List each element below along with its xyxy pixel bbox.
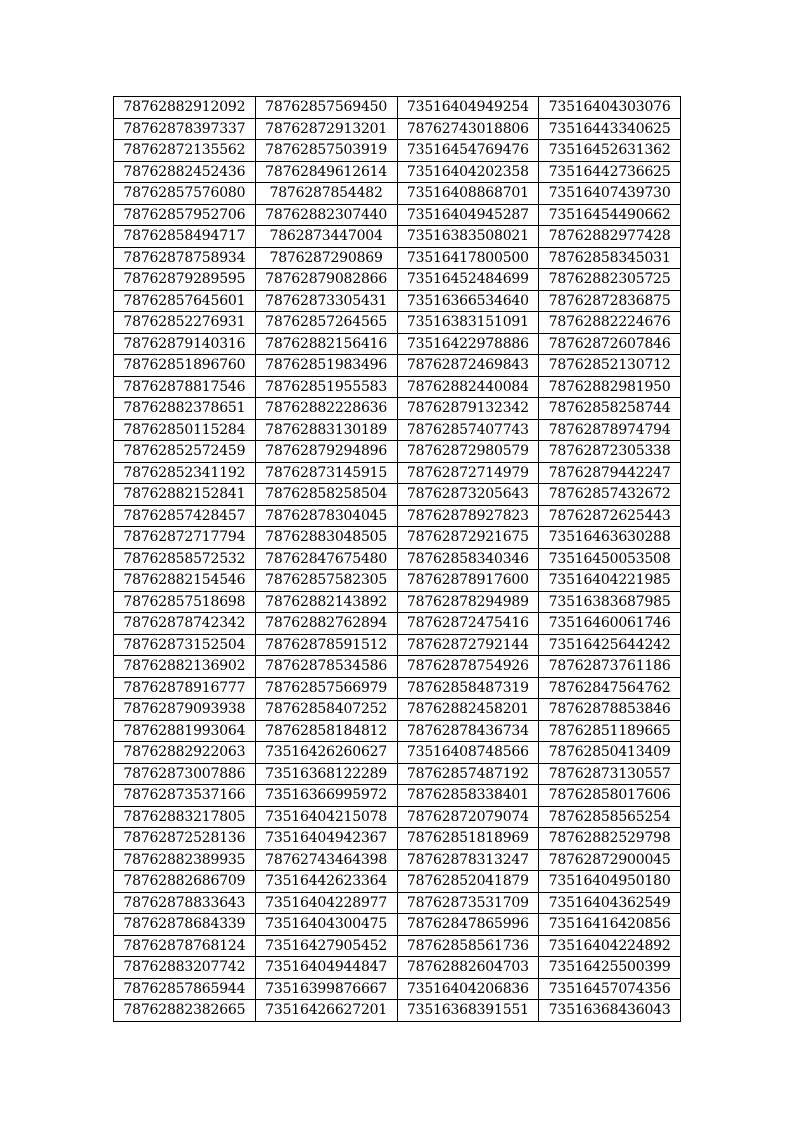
table-cell: 78762851896760: [114, 355, 256, 377]
table-row: [114, 398, 681, 420]
table-cell: 78762882762894: [255, 613, 397, 635]
table-cell: 73516450053508: [539, 548, 681, 570]
table-row: [114, 785, 681, 807]
table-cell: 78762878927823: [397, 505, 539, 527]
table-cell: 73516383151091: [397, 312, 539, 334]
table-cell: 73516454769476: [397, 140, 539, 162]
table-cell: 78762878974794: [539, 419, 681, 441]
table-cell: 78762872980579: [397, 441, 539, 463]
table-cell: 73516442623364: [255, 871, 397, 893]
table-row: [114, 720, 681, 742]
table-cell: 78762879140316: [114, 333, 256, 355]
table-cell: 73516404221985: [539, 570, 681, 592]
table-cell: 78762873531709: [397, 892, 539, 914]
table-cell: 73516404300475: [255, 914, 397, 936]
table-cell: 78762882378651: [114, 398, 256, 420]
table-cell: 78762857576080: [114, 183, 256, 205]
table-cell: 73516408868701: [397, 183, 539, 205]
table-cell: 78762882529798: [539, 828, 681, 850]
table-cell: 78762883130189: [255, 419, 397, 441]
table-cell: 78762878591512: [255, 634, 397, 656]
table-cell: 78762858017606: [539, 785, 681, 807]
table-cell: 78762872836875: [539, 290, 681, 312]
table-cell: 78762852041879: [397, 871, 539, 893]
table-row: [114, 978, 681, 1000]
table-row: [114, 892, 681, 914]
table-cell: 78762872528136: [114, 828, 256, 850]
table-row: [114, 871, 681, 893]
table-cell: 78762872717794: [114, 527, 256, 549]
table-cell: 78762873205643: [397, 484, 539, 506]
table-cell: 78762878397337: [114, 118, 256, 140]
table-row: [114, 183, 681, 205]
table-cell: 73516454490662: [539, 204, 681, 226]
table-row: [114, 677, 681, 699]
table-cell: 78762878833643: [114, 892, 256, 914]
table-row: [114, 613, 681, 635]
table-row: [114, 570, 681, 592]
table-row: [114, 118, 681, 140]
table-cell: 78762872921675: [397, 527, 539, 549]
table-cell: 73516425644242: [539, 634, 681, 656]
table-cell: 78762882440084: [397, 376, 539, 398]
table-cell: 78762882604703: [397, 957, 539, 979]
table-cell: 78762847865996: [397, 914, 539, 936]
table-cell: 78762857865944: [114, 978, 256, 1000]
table-cell: 73516452484699: [397, 269, 539, 291]
table-cell: 73516442736625: [539, 161, 681, 183]
table-cell: 78762879294896: [255, 441, 397, 463]
table-cell: 73516404228977: [255, 892, 397, 914]
table-cell: 78762858487319: [397, 677, 539, 699]
table-cell: 78762858340346: [397, 548, 539, 570]
table-row: [114, 484, 681, 506]
table-cell: 78762852572459: [114, 441, 256, 463]
table-row: [114, 462, 681, 484]
table-cell: 78762882382665: [114, 1000, 256, 1022]
table-cell: 78762852341192: [114, 462, 256, 484]
table-cell: 78762882922063: [114, 742, 256, 764]
table-cell: 78762857582305: [255, 570, 397, 592]
table-row: [114, 527, 681, 549]
table-cell: 78762743464398: [255, 849, 397, 871]
table-cell: 78762851983496: [255, 355, 397, 377]
table-cell: 78762882389935: [114, 849, 256, 871]
table-cell: 78762849612614: [255, 161, 397, 183]
table-cell: 78762873145915: [255, 462, 397, 484]
table-row: [114, 376, 681, 398]
table-cell: 78762743018806: [397, 118, 539, 140]
number-table-body: [114, 97, 681, 1022]
table-cell: 73516404215078: [255, 806, 397, 828]
table-cell: 78762857518698: [114, 591, 256, 613]
table-cell: 78762857569450: [255, 97, 397, 119]
table-cell: 78762857952706: [114, 204, 256, 226]
table-cell: 78762882224676: [539, 312, 681, 334]
table-cell: 78762878313247: [397, 849, 539, 871]
table-cell: 78762879082866: [255, 269, 397, 291]
table-cell: 78762882307440: [255, 204, 397, 226]
table-cell: 78762858572532: [114, 548, 256, 570]
table-cell: 78762873130557: [539, 763, 681, 785]
table-cell: 73516404950180: [539, 871, 681, 893]
table-cell: 73516426627201: [255, 1000, 397, 1022]
table-cell: 78762873537166: [114, 785, 256, 807]
table-cell: 78762857407743: [397, 419, 539, 441]
table-cell: 78762873761186: [539, 656, 681, 678]
table-cell: 78762858407252: [255, 699, 397, 721]
table-cell: 78762878758934: [114, 247, 256, 269]
table-cell: 78762858258744: [539, 398, 681, 420]
table-cell: 78762858258504: [255, 484, 397, 506]
table-row: [114, 591, 681, 613]
table-row: [114, 355, 681, 377]
table-cell: 78762878684339: [114, 914, 256, 936]
table-row: [114, 441, 681, 463]
table-cell: 78762883217805: [114, 806, 256, 828]
table-cell: 78762857432672: [539, 484, 681, 506]
table-cell: 78762857645601: [114, 290, 256, 312]
table-cell: 73516404303076: [539, 97, 681, 119]
table-cell: 7876287854482: [255, 183, 397, 205]
table-cell: 78762850413409: [539, 742, 681, 764]
table-row: [114, 849, 681, 871]
table-cell: 73516368122289: [255, 763, 397, 785]
table-row: [114, 140, 681, 162]
table-cell: 78762858345031: [539, 247, 681, 269]
table-cell: 78762857566979: [255, 677, 397, 699]
table-cell: 73516368391551: [397, 1000, 539, 1022]
table-cell: 78762883048505: [255, 527, 397, 549]
table-row: [114, 505, 681, 527]
table-cell: 78762878768124: [114, 935, 256, 957]
table-cell: 78762872475416: [397, 613, 539, 635]
table-cell: 78762852276931: [114, 312, 256, 334]
table-cell: 78762882981950: [539, 376, 681, 398]
table-cell: 78762878534586: [255, 656, 397, 678]
table-row: [114, 247, 681, 269]
table-cell: 78762882452436: [114, 161, 256, 183]
table-cell: 78762878742342: [114, 613, 256, 635]
table-cell: 78762872792144: [397, 634, 539, 656]
table-cell: 73516383687985: [539, 591, 681, 613]
table-cell: 73516404206836: [397, 978, 539, 1000]
table-cell: 73516417800500: [397, 247, 539, 269]
table-cell: 73516404942367: [255, 828, 397, 850]
table-cell: 78762879132342: [397, 398, 539, 420]
table-row: [114, 763, 681, 785]
table-cell: 78762879442247: [539, 462, 681, 484]
table-cell: 78762858184812: [255, 720, 397, 742]
table-cell: 73516404944847: [255, 957, 397, 979]
table-cell: 7876287290869: [255, 247, 397, 269]
table-cell: 78762878304045: [255, 505, 397, 527]
table-cell: 73516408748566: [397, 742, 539, 764]
table-cell: 78762872607846: [539, 333, 681, 355]
table-cell: 73516426260627: [255, 742, 397, 764]
table-cell: 73516404949254: [397, 97, 539, 119]
table-cell: 78762882228636: [255, 398, 397, 420]
table-row: [114, 742, 681, 764]
table-cell: 73516427905452: [255, 935, 397, 957]
table-row: [114, 161, 681, 183]
table-cell: 78762858338401: [397, 785, 539, 807]
table-cell: 78762852130712: [539, 355, 681, 377]
table-cell: 78762847675480: [255, 548, 397, 570]
table-cell: 73516457074356: [539, 978, 681, 1000]
table-row: [114, 634, 681, 656]
table-row: [114, 269, 681, 291]
table-cell: 78762882305725: [539, 269, 681, 291]
table-cell: 78762882156416: [255, 333, 397, 355]
table-row: [114, 333, 681, 355]
table-cell: 73516404224892: [539, 935, 681, 957]
table-cell: 78762857487192: [397, 763, 539, 785]
table-cell: 78762879093938: [114, 699, 256, 721]
table-row: [114, 312, 681, 334]
table-cell: 73516425500399: [539, 957, 681, 979]
table-cell: 78762882686709: [114, 871, 256, 893]
table-cell: 78762873305431: [255, 290, 397, 312]
table-cell: 78762882143892: [255, 591, 397, 613]
table-cell: 73516452631362: [539, 140, 681, 162]
number-table: [113, 96, 681, 1022]
table-cell: 78762882136902: [114, 656, 256, 678]
table-cell: 78762847564762: [539, 677, 681, 699]
table-cell: 78762878916777: [114, 677, 256, 699]
table-cell: 73516366995972: [255, 785, 397, 807]
table-cell: 78762872900045: [539, 849, 681, 871]
table-cell: 78762882458201: [397, 699, 539, 721]
table-cell: 78762878817546: [114, 376, 256, 398]
table-cell: 78762872079074: [397, 806, 539, 828]
table-cell: 78762872625443: [539, 505, 681, 527]
table-row: [114, 1000, 681, 1022]
table-cell: 78762881993064: [114, 720, 256, 742]
table-cell: 78762882977428: [539, 226, 681, 248]
table-cell: 78762872469843: [397, 355, 539, 377]
table-cell: 73516416420856: [539, 914, 681, 936]
table-cell: 78762882152841: [114, 484, 256, 506]
table-cell: 73516407439730: [539, 183, 681, 205]
table-cell: 78762878294989: [397, 591, 539, 613]
table-cell: 78762872135562: [114, 140, 256, 162]
table-row: [114, 419, 681, 441]
table-cell: 78762858494717: [114, 226, 256, 248]
table-row: [114, 97, 681, 119]
table-cell: 78762872305338: [539, 441, 681, 463]
table-cell: 73516443340625: [539, 118, 681, 140]
table-row: [114, 656, 681, 678]
table-row: [114, 204, 681, 226]
table-cell: 78762857503919: [255, 140, 397, 162]
table-row: [114, 226, 681, 248]
table-row: [114, 699, 681, 721]
table-row: [114, 828, 681, 850]
table-row: [114, 548, 681, 570]
table-cell: 73516368436043: [539, 1000, 681, 1022]
table-cell: 78762851955583: [255, 376, 397, 398]
table-cell: 78762851189665: [539, 720, 681, 742]
table-cell: 73516399876667: [255, 978, 397, 1000]
table-cell: 78762857428457: [114, 505, 256, 527]
table-cell: 78762879289595: [114, 269, 256, 291]
table-cell: 78762858565254: [539, 806, 681, 828]
table-cell: 7862873447004: [255, 226, 397, 248]
table-cell: 78762878436734: [397, 720, 539, 742]
table-cell: 73516383508021: [397, 226, 539, 248]
table-row: [114, 914, 681, 936]
table-cell: 78762873007886: [114, 763, 256, 785]
table-cell: 78762882154546: [114, 570, 256, 592]
table-row: [114, 806, 681, 828]
table-cell: 73516460061746: [539, 613, 681, 635]
table-cell: 73516404202358: [397, 161, 539, 183]
table-cell: 73516422978886: [397, 333, 539, 355]
table-row: [114, 935, 681, 957]
table-cell: 78762851818969: [397, 828, 539, 850]
table-cell: 78762882912092: [114, 97, 256, 119]
table-cell: 78762872913201: [255, 118, 397, 140]
table-cell: 73516404945287: [397, 204, 539, 226]
table-cell: 78762857264565: [255, 312, 397, 334]
table-cell: 73516404362549: [539, 892, 681, 914]
table-cell: 78762883207742: [114, 957, 256, 979]
table-cell: 78762872714979: [397, 462, 539, 484]
table-cell: 73516463630288: [539, 527, 681, 549]
table-row: [114, 957, 681, 979]
table-cell: 73516366534640: [397, 290, 539, 312]
table-row: [114, 290, 681, 312]
table-cell: 78762878917600: [397, 570, 539, 592]
table-cell: 78762873152504: [114, 634, 256, 656]
table-cell: 78762850115284: [114, 419, 256, 441]
table-cell: 78762878754926: [397, 656, 539, 678]
table-cell: 78762858561736: [397, 935, 539, 957]
table-cell: 78762878853846: [539, 699, 681, 721]
